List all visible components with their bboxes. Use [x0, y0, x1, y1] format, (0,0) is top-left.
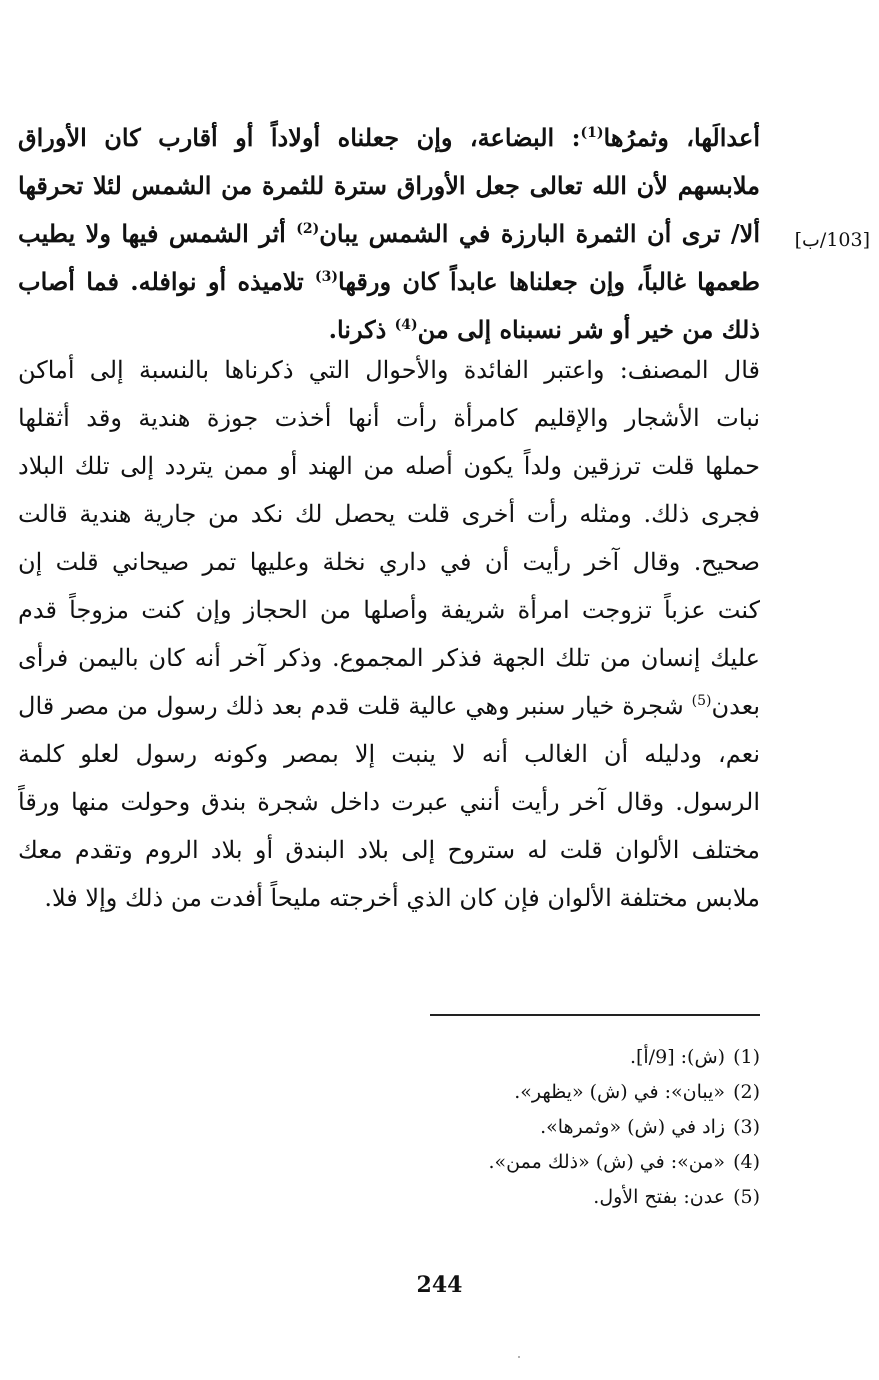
text-line: مختلف الألوان قلت له ستروح إلى بلاد البندق أو بلاد الروم وتقدم معك — [18, 836, 760, 864]
footnote-text: (ش): [9/أ]. — [629, 1046, 726, 1068]
footnote-ref: (2) — [296, 221, 320, 237]
body-paragraph — [18, 346, 760, 922]
footnote-text: عدن: بفتح الأول. — [593, 1186, 726, 1208]
page-number: 244 — [416, 1272, 463, 1298]
footnote-ref: (5) — [691, 693, 712, 709]
text-line: ملابسهم لأن الله تعالى جعل الأوراق سترة للثمرة من الشمس لئلا تحرقها — [18, 171, 760, 200]
scan-speck — [518, 1356, 520, 1358]
text-line: الرسول. وقال آخر رأيت أنني عبرت داخل شجرة بندق وحولت منها ورقاً — [18, 788, 760, 816]
footnote — [430, 1180, 760, 1215]
text-line: صحيح. وقال آخر رأيت أن في داري نخلة وعليها تمر صيحاني قلت إن — [18, 548, 760, 576]
text-line: كنت عزباً تزوجت امرأة شريفة وأصلها من الحجاز وإن كنت مزوجاً قدم — [18, 596, 760, 624]
footnote — [430, 1040, 760, 1075]
text-line: طعمها غالباً، وإن جعلناها عابداً كان ورقها$^{(3)}$ تلاميذه أو نوافله. فما أصاب — [18, 267, 760, 296]
footnote-text: زاد في (ش) «وثمرها». — [540, 1116, 726, 1138]
footnote-number: (1) — [733, 1046, 760, 1068]
footnote-number: (2) — [733, 1081, 760, 1103]
footnote-ref: (3) — [315, 269, 339, 285]
footnote-number: (3) — [733, 1116, 760, 1138]
text-line: ألا/ ترى أن الثمرة البارزة في الشمس يبان$^{(2)}$ أثر الشمس فيها ولا يطيب — [18, 219, 760, 248]
text-line: فجرى ذلك. ومثله رأت أخرى قلت يحصل لك نكد من جارية هندية قالت — [18, 500, 760, 528]
text-line: ذلك من خير أو شر نسبناه إلى من$^{(4)}$ ذكرنا. — [328, 315, 760, 344]
text-line: حملها قلت ترزقين ولداً يكون أصله من الهند أو ممن يتردد إلى تلك البلاد — [18, 452, 760, 480]
footnote-ref: (1) — [580, 125, 604, 141]
footnote-ref: (4) — [394, 317, 418, 333]
text-line: أعدالَها، وثمرُها$^{(1)}$: البضاعة، وإن جعلناه أولاداً أو أقارب كان الأوراق — [18, 123, 760, 152]
footnote-number: (4) — [733, 1151, 760, 1173]
margin-folio-note: [103/ب] — [794, 229, 870, 251]
text-line: نبات الأشجار والإقليم كامرأة رأت أنها أخذت جوزة هندية وقد أثقلها — [18, 404, 760, 432]
footnote-number: (5) — [733, 1186, 760, 1208]
main-text-bold — [18, 114, 760, 354]
text-line: عليك إنسان من تلك الجهة فذكر المجموع. وذكر آخر أنه كان باليمن فرأى — [18, 644, 760, 672]
footnote-separator — [430, 1014, 760, 1016]
text-line: قال المصنف: واعتبر الفائدة والأحوال التي ذكرناها بالنسبة إلى أماكن — [18, 356, 760, 384]
footnote-text: «يبان»: في (ش) «يظهر». — [514, 1081, 726, 1103]
footnote — [430, 1075, 760, 1110]
text-line: ملابس مختلفة الألوان فإن كان الذي أخرجته مليحاً أفدت من ذلك وإلا فلا. — [44, 884, 760, 912]
footnotes — [430, 1040, 760, 1215]
footnote — [430, 1145, 760, 1180]
footnote — [430, 1110, 760, 1145]
footnote-text: «من»: في (ش) «ذلك ممن». — [488, 1151, 726, 1173]
text-line: بعدن$^{(5)}$ شجرة خيار سنبر وهي عالية قلت قدم بعد ذلك رسول من مصر قال — [18, 692, 760, 720]
text-line: نعم، ودليله أن الغالب أنه لا ينبت إلا بمصر وكونه رسول لعلو كلمة — [18, 740, 760, 768]
